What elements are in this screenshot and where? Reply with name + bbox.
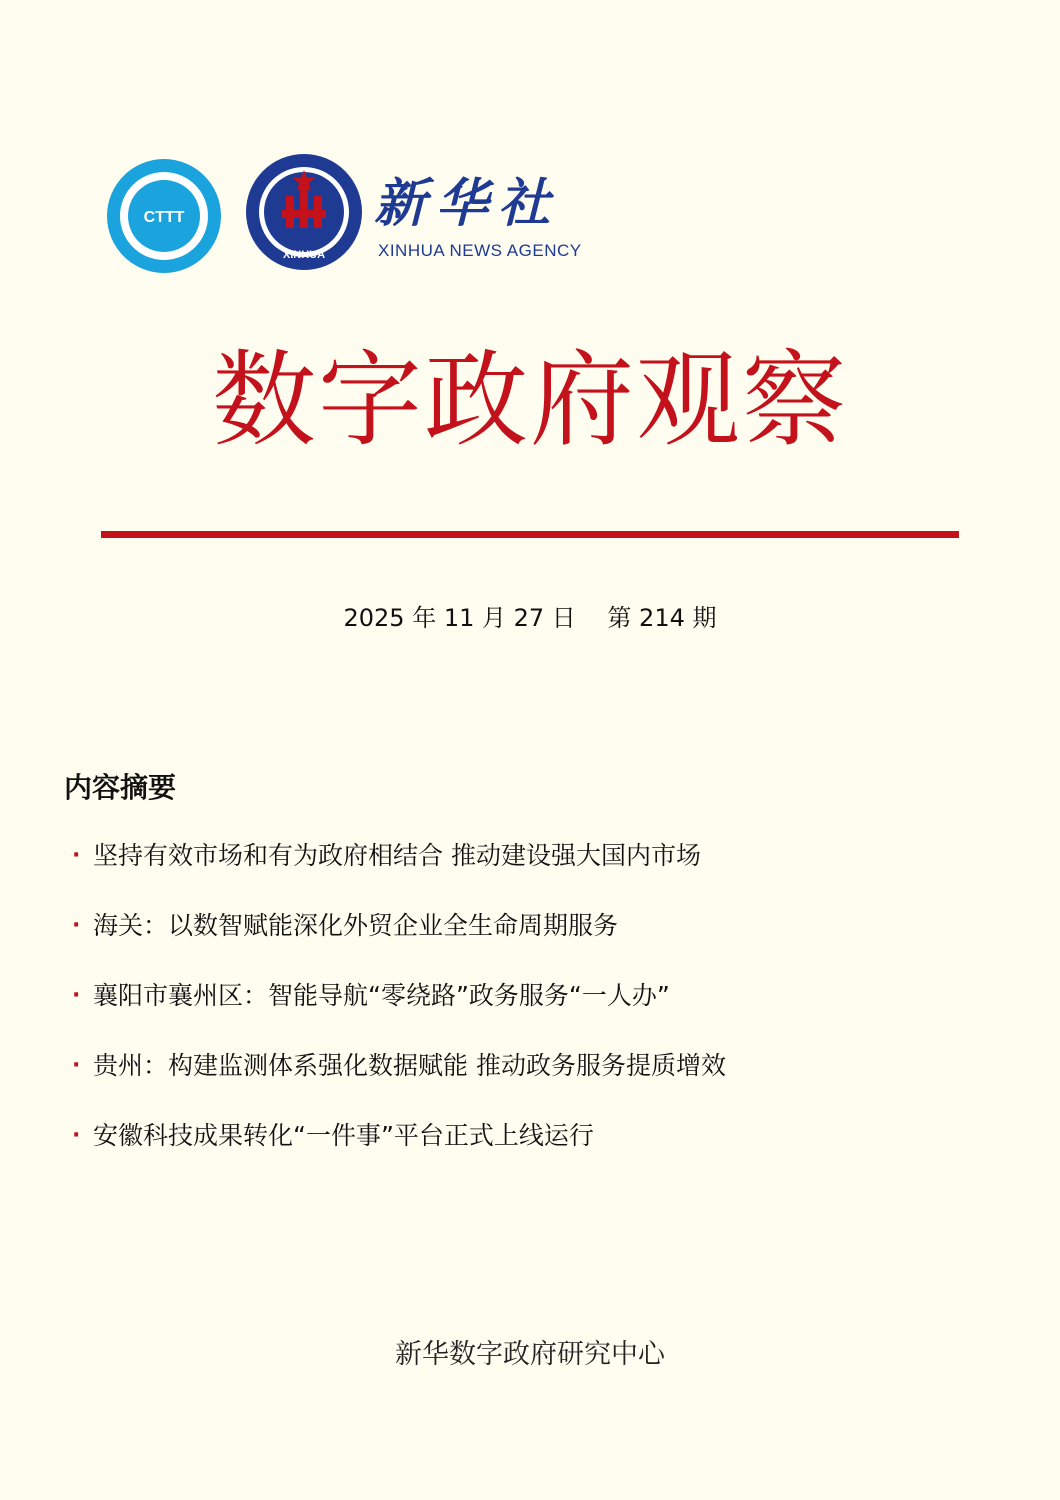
publisher-footer: 新华数字政府研究中心 [395,1339,665,1370]
summary-item[interactable] [72,906,726,976]
summary-heading: 内容摘要 [64,771,177,804]
page-title: 数字政府观察 [211,339,848,461]
bullet-icon: · [72,1123,81,1148]
xinhua-emblem [244,152,364,272]
svg-text:XINHUA: XINHUA [282,249,326,261]
summary-list [72,836,726,1186]
china-top-think-tanks-logo [104,156,224,276]
svg-text:CTTT: CTTT [143,209,185,226]
summary-item[interactable] [72,976,726,1046]
summary-item-text: 贵州：构建监测体系强化数据赋能 推动政务服务提质增效 [93,1051,726,1080]
bullet-icon: · [72,983,81,1008]
summary-item-text: 襄阳市襄州区：智能导航“零绕路”政务服务“一人办” [93,981,670,1010]
bullet-icon: · [72,913,81,938]
bullet-icon: · [72,1053,81,1078]
bullet-icon: · [72,843,81,868]
summary-item[interactable] [72,1046,726,1116]
summary-item-text: 海关：以数智赋能深化外贸企业全生命周期服务 [93,911,619,940]
summary-item[interactable] [72,836,726,906]
xinhua-name-cn: 新华社 [374,173,561,234]
xinhua-name-en: XINHUA NEWS AGENCY [378,241,582,260]
summary-item-text: 坚持有效市场和有为政府相结合 推动建设强大国内市场 [93,841,701,870]
title-divider [101,531,959,538]
summary-item[interactable] [72,1116,726,1186]
issue-date-number: 2025 年 11 月 27 日 第 214 期 [343,604,717,632]
summary-item-text: 安徽科技成果转化“一件事”平台正式上线运行 [93,1121,594,1150]
